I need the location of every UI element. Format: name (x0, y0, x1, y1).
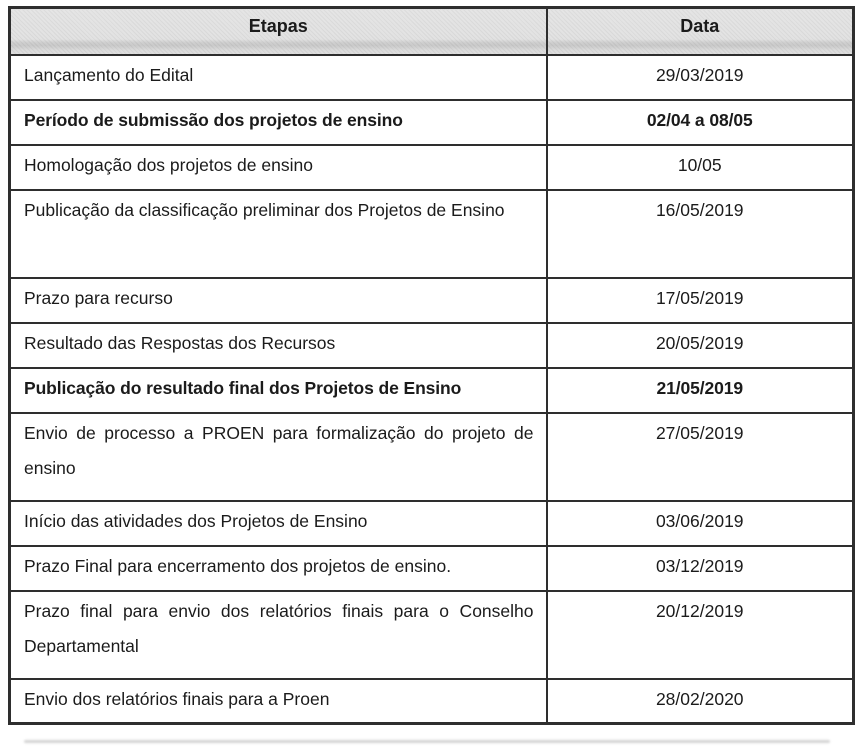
schedule-table-body (10, 55, 854, 724)
etapa-cell: Prazo Final para encerramento dos projetos de ensino. (10, 546, 547, 591)
table-row (10, 55, 854, 100)
table-row (10, 100, 854, 145)
etapa-cell: Envio de processo a PROEN para formalização do projeto de ensino (10, 413, 547, 501)
scan-artifact-shadow (24, 740, 830, 743)
etapa-cell: Lançamento do Edital (10, 55, 547, 100)
table-row (10, 546, 854, 591)
schedule-table (8, 6, 855, 725)
table-row (10, 501, 854, 546)
etapa-cell: Prazo para recurso (10, 278, 547, 323)
etapa-cell: Publicação do resultado final dos Projetos de Ensino (10, 368, 547, 413)
data-cell: 17/05/2019 (547, 278, 854, 323)
table-row (10, 679, 854, 724)
table-row (10, 323, 854, 368)
data-cell: 20/12/2019 (547, 591, 854, 679)
table-row (10, 145, 854, 190)
header-row (10, 8, 854, 55)
data-cell: 10/05 (547, 145, 854, 190)
data-cell: 20/05/2019 (547, 323, 854, 368)
data-cell: 27/05/2019 (547, 413, 854, 501)
table-row (10, 368, 854, 413)
table-row (10, 413, 854, 501)
etapa-cell: Envio dos relatórios finais para a Proen (10, 679, 547, 724)
table-row (10, 190, 854, 278)
etapa-cell: Prazo final para envio dos relatórios finais para o Conselho Departamental (10, 591, 547, 679)
data-cell: 16/05/2019 (547, 190, 854, 278)
data-cell: 28/02/2020 (547, 679, 854, 724)
data-cell: 21/05/2019 (547, 368, 854, 413)
data-cell: 03/06/2019 (547, 501, 854, 546)
etapa-cell: Homologação dos projetos de ensino (10, 145, 547, 190)
data-cell: 03/12/2019 (547, 546, 854, 591)
etapa-cell: Período de submissão dos projetos de ensino (10, 100, 547, 145)
table-row (10, 591, 854, 679)
data-cell: 29/03/2019 (547, 55, 854, 100)
table-row (10, 278, 854, 323)
etapa-cell: Início das atividades dos Projetos de Ensino (10, 501, 547, 546)
etapa-cell: Resultado das Respostas dos Recursos (10, 323, 547, 368)
column-header-data: Data (547, 8, 854, 55)
column-header-etapas: Etapas (10, 8, 547, 55)
data-cell: 02/04 a 08/05 (547, 100, 854, 145)
etapa-cell: Publicação da classificação preliminar dos Projetos de Ensino (10, 190, 547, 278)
